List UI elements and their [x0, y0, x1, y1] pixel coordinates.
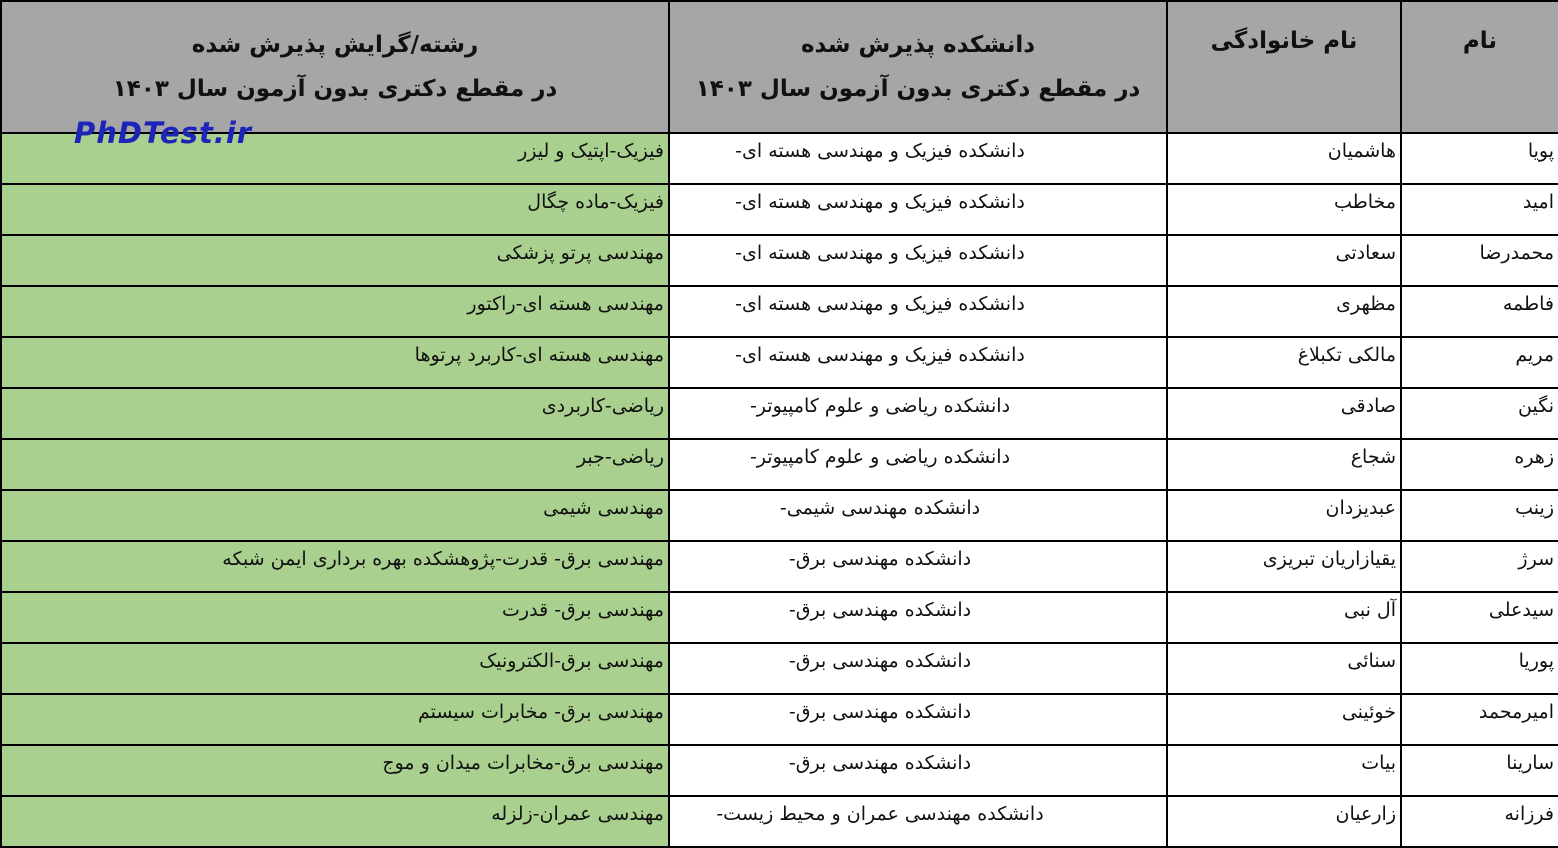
header-name-label: نام — [1462, 28, 1498, 54]
cell-major: مهندسی هسته ای-کاربرد پرتوها — [1, 337, 669, 388]
header-major — [1, 1, 669, 133]
cell-family: یقیازاریان تبریزی — [1167, 541, 1401, 592]
table-row — [1, 694, 1558, 745]
cell-faculty: دانشکده مهندسی شیمی- — [669, 490, 1167, 541]
cell-major: مهندسی عمران-زلزله — [1, 796, 669, 847]
cell-name: سیدعلی — [1401, 592, 1558, 643]
cell-family: صادقی — [1167, 388, 1401, 439]
header-major-line1: رشته/گرایش پذیرش شده — [191, 32, 479, 58]
cell-family: مالکی تکبلاغ — [1167, 337, 1401, 388]
cell-family: عبدیزدان — [1167, 490, 1401, 541]
table-row — [1, 490, 1558, 541]
cell-name: فاطمه — [1401, 286, 1558, 337]
header-faculty — [669, 1, 1167, 133]
cell-family: سنائی — [1167, 643, 1401, 694]
table-row — [1, 592, 1558, 643]
table-row — [1, 184, 1558, 235]
cell-major: مهندسی شیمی — [1, 490, 669, 541]
header-row — [1, 1, 1558, 133]
table-header — [1, 1, 1558, 133]
header-faculty-line1: دانشکده پذیرش شده — [800, 32, 1036, 58]
cell-name: پوریا — [1401, 643, 1558, 694]
cell-faculty: دانشکده مهندسی عمران و محیط زیست- — [669, 796, 1167, 847]
table-row — [1, 235, 1558, 286]
cell-major: مهندسی برق- قدرت-پژوهشکده بهره برداری ایمن شبکه — [1, 541, 669, 592]
cell-faculty: دانشکده فیزیک و مهندسی هسته ای- — [669, 235, 1167, 286]
table-row — [1, 439, 1558, 490]
cell-name: نگین — [1401, 388, 1558, 439]
cell-family: مخاطب — [1167, 184, 1401, 235]
cell-name: زینب — [1401, 490, 1558, 541]
header-major-line2: در مقطع دکتری بدون آزمون سال ۱۴۰۳ — [112, 76, 558, 102]
cell-faculty: دانشکده مهندسی برق- — [669, 541, 1167, 592]
cell-faculty: دانشکده فیزیک و مهندسی هسته ای- — [669, 184, 1167, 235]
cell-family: شجاع — [1167, 439, 1401, 490]
cell-faculty: دانشکده ریاضی و علوم کامپیوتر- — [669, 439, 1167, 490]
cell-faculty: دانشکده مهندسی برق- — [669, 592, 1167, 643]
header-name — [1401, 1, 1558, 133]
table-row — [1, 286, 1558, 337]
table-body — [1, 133, 1558, 847]
cell-faculty: دانشکده ریاضی و علوم کامپیوتر- — [669, 388, 1167, 439]
cell-major: مهندسی هسته ای-راکتور — [1, 286, 669, 337]
cell-major: مهندسی برق-مخابرات میدان و موج — [1, 745, 669, 796]
header-faculty-line2: در مقطع دکتری بدون آزمون سال ۱۴۰۳ — [695, 76, 1141, 102]
cell-faculty: دانشکده فیزیک و مهندسی هسته ای- — [669, 286, 1167, 337]
cell-name: امیرمحمد — [1401, 694, 1558, 745]
cell-major: مهندسی برق- قدرت — [1, 592, 669, 643]
table-row — [1, 796, 1558, 847]
cell-name: مریم — [1401, 337, 1558, 388]
cell-family: بیات — [1167, 745, 1401, 796]
watermark-logo: PhDTest.ir — [74, 116, 253, 150]
cell-major: مهندسی برق-الکترونیک — [1, 643, 669, 694]
cell-major: مهندسی برق- مخابرات سیستم — [1, 694, 669, 745]
cell-name: سرژ — [1401, 541, 1558, 592]
table-row — [1, 388, 1558, 439]
header-family-label: نام خانوادگی — [1210, 28, 1358, 54]
cell-family: آل نبی — [1167, 592, 1401, 643]
cell-major: مهندسی پرتو پزشکی — [1, 235, 669, 286]
cell-name: فرزانه — [1401, 796, 1558, 847]
table-row — [1, 643, 1558, 694]
cell-faculty: دانشکده فیزیک و مهندسی هسته ای- — [669, 133, 1167, 184]
cell-family: زارعیان — [1167, 796, 1401, 847]
cell-name: پویا — [1401, 133, 1558, 184]
cell-name: سارینا — [1401, 745, 1558, 796]
cell-faculty: دانشکده مهندسی برق- — [669, 643, 1167, 694]
cell-family: مظهری — [1167, 286, 1401, 337]
cell-family: خوئینی — [1167, 694, 1401, 745]
cell-family: سعادتی — [1167, 235, 1401, 286]
cell-major: فیزیک-اپتیک و لیزر — [1, 133, 669, 184]
cell-name: امید — [1401, 184, 1558, 235]
table-row — [1, 745, 1558, 796]
cell-faculty: دانشکده مهندسی برق- — [669, 745, 1167, 796]
table-row — [1, 337, 1558, 388]
header-family — [1167, 1, 1401, 133]
cell-major: ریاضی-کاربردی — [1, 388, 669, 439]
table-row — [1, 541, 1558, 592]
cell-faculty: دانشکده فیزیک و مهندسی هسته ای- — [669, 337, 1167, 388]
cell-family: هاشمیان — [1167, 133, 1401, 184]
cell-name: محمدرضا — [1401, 235, 1558, 286]
cell-name: زهره — [1401, 439, 1558, 490]
cell-faculty: دانشکده مهندسی برق- — [669, 694, 1167, 745]
cell-major: ریاضی-جبر — [1, 439, 669, 490]
cell-major: فیزیک-ماده چگال — [1, 184, 669, 235]
